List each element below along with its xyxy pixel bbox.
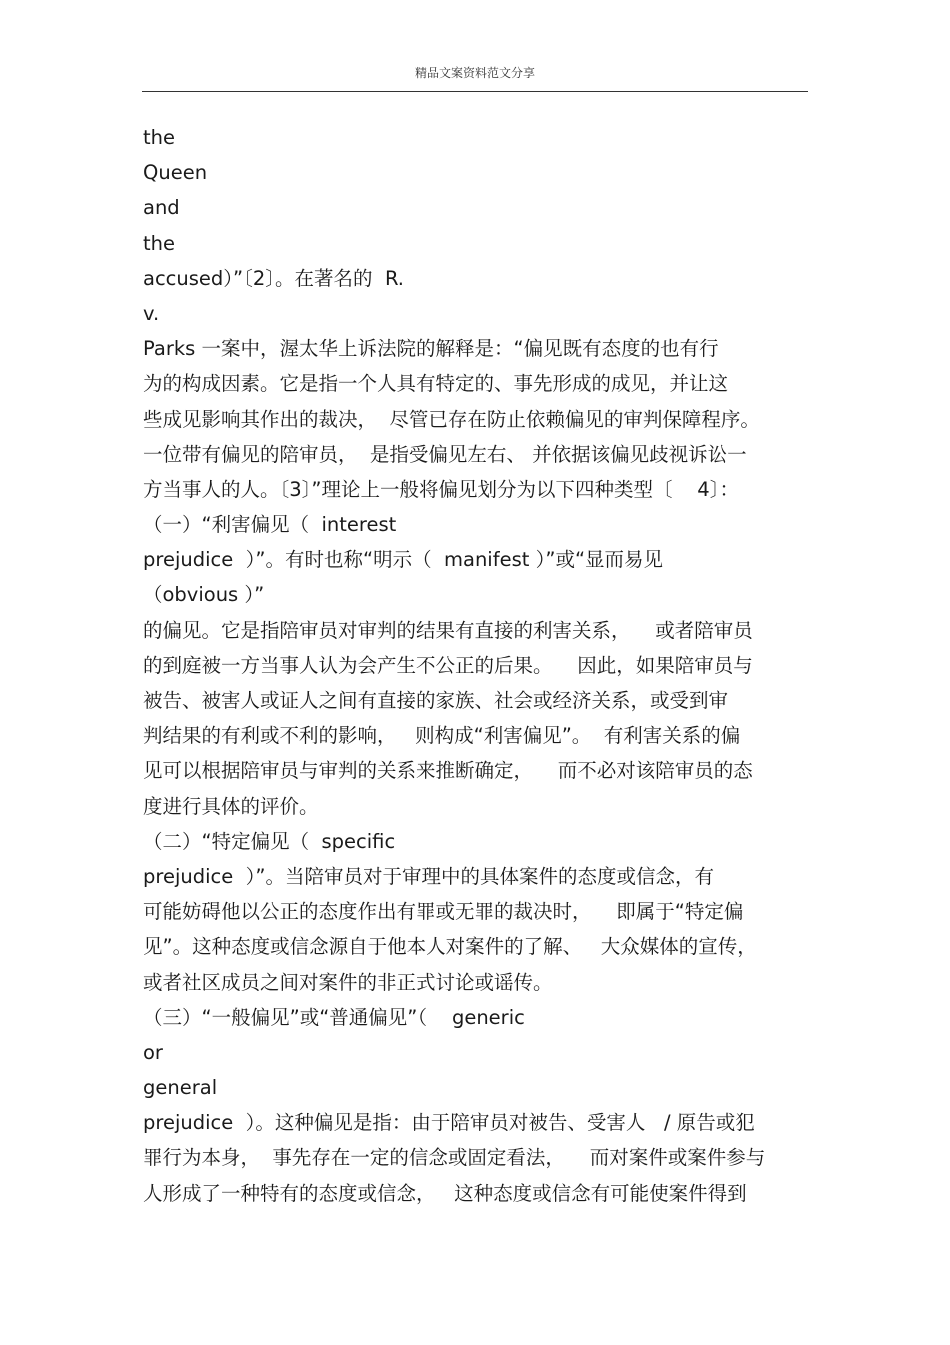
text-line: 罪行为本身， 事先存在一定的信念或固定看法， 而对案件或案件参与 <box>143 1146 766 1170</box>
text-line: （三）“一般偏见”或“普通偏见”（ generic <box>143 1005 525 1029</box>
text-line: Parks 一案中，渥太华上诉法院的解释是：“偏见既有态度的也有行 <box>143 337 719 361</box>
text-line: or <box>143 1040 163 1064</box>
text-line: 度进行具体的评价。 <box>143 794 319 818</box>
text-line: 或者社区成员之间对案件的非正式讨论或谣传。 <box>143 970 553 994</box>
text-line: 见可以根据陪审员与审判的关系来推断确定， 而不必对该陪审员的态 <box>143 759 753 783</box>
text-line: 判结果的有利或不利的影响， 则构成“利害偏见”。 有利害关系的偏 <box>143 724 741 748</box>
text-line: 为的构成因素。它是指一个人具有特定的、事先形成的成见，并让这 <box>143 372 729 396</box>
text-line: 的到庭被一方当事人认为会产生不公正的后果。 因此，如果陪审员与 <box>143 653 753 677</box>
text-line: 被告、被害人或证人之间有直接的家族、社会或经济关系，或受到审 <box>143 689 729 712</box>
text-line: （一）“利害偏见（ interest <box>143 513 397 537</box>
page-header: 精品文案资料范文分享 <box>414 66 535 80</box>
header-divider <box>142 91 808 92</box>
text-line: 可能妨碍他以公正的态度作出有罪或无罪的裁决时， 即属于“特定偏 <box>143 900 744 924</box>
text-line: 些成见影响其作出的裁决， 尽管已存在防止依赖偏见的审判保障程序。 <box>143 407 760 431</box>
text-line: 见”。这种态度或信念源自于他本人对案件的了解、 大众媒体的宣传， <box>143 935 757 959</box>
text-line: prejudice ）”。有时也称“明示（ manifest ）”或“显而易见 <box>143 548 664 572</box>
document-body <box>143 120 813 1211</box>
text-line: v. <box>143 301 160 325</box>
text-line: general <box>143 1076 218 1100</box>
text-line: 的偏见。它是指陪审员对审判的结果有直接的利害关系， 或者陪审员 <box>143 618 753 642</box>
text-line: 人形成了一种特有的态度或信念， 这种态度或信念有可能使案件得到 <box>143 1181 747 1205</box>
text-line: （obvious ）” <box>143 583 265 607</box>
text-line: Queen <box>143 161 208 185</box>
text-line: 一位带有偏见的陪审员， 是指受偏见左右、 并依据该偏见歧视诉讼一 <box>143 442 747 466</box>
text-line: accused）”〔2〕。在著名的 R. <box>143 266 404 290</box>
text-line: 方当事人的人。〔3〕”理论上一般将偏见划分为以下四种类型〔 4〕： <box>143 477 739 501</box>
text-line: the <box>143 231 176 255</box>
text-line: prejudice ）。这种偏见是指：由于陪审员对被告、受害人 / 原告或犯 <box>143 1111 755 1135</box>
text-line: prejudice ）”。当陪审员对于审理中的具体案件的态度或信念，有 <box>143 864 715 888</box>
text-line: the <box>143 126 176 149</box>
text-line: （二）“特定偏见（ specific <box>143 829 396 853</box>
text-line: and <box>143 196 180 220</box>
